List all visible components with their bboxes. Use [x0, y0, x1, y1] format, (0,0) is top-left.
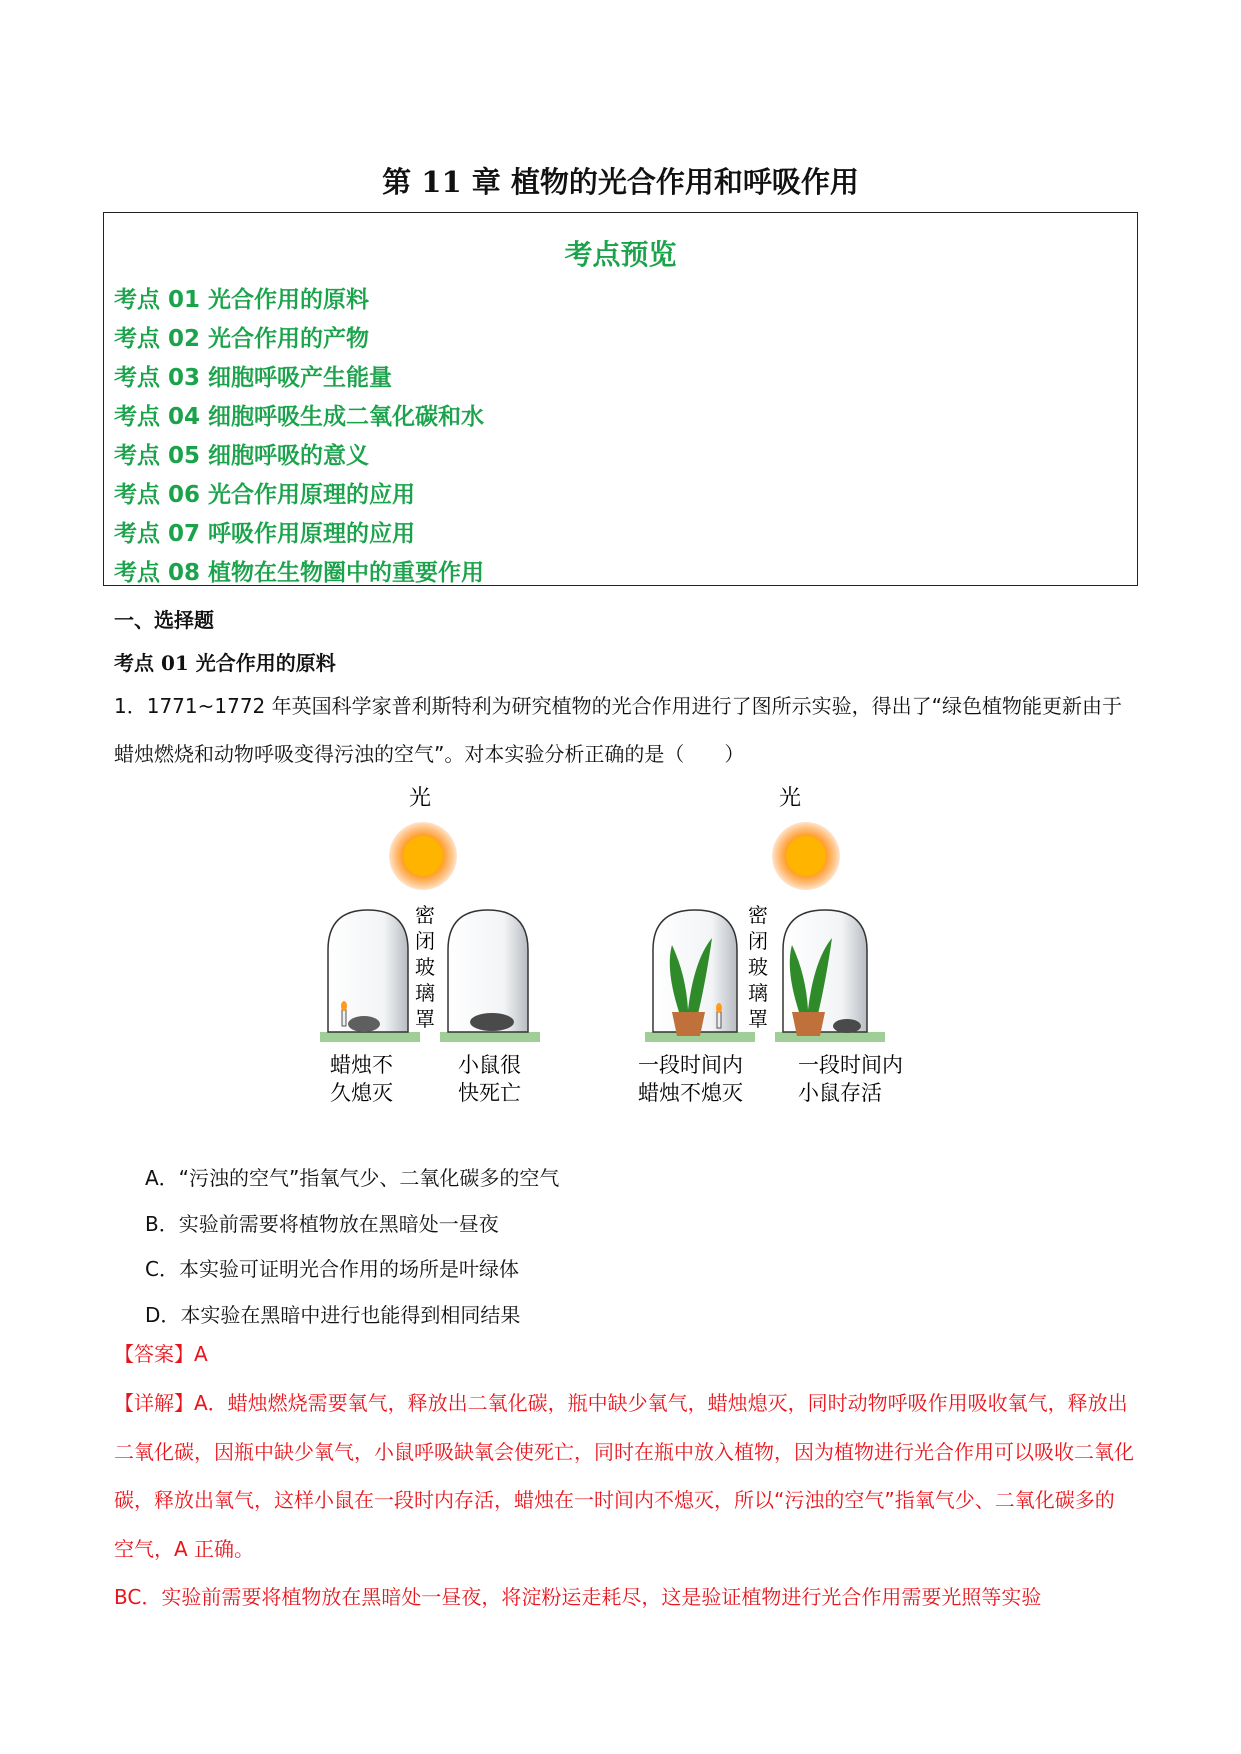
- jar-label-char: 罩: [415, 1007, 435, 1031]
- preview-item: 考点 04 细胞呼吸生成二氧化碳和水: [114, 404, 485, 430]
- jar-label-char: 闭: [415, 929, 435, 953]
- caption-candle-burns: 一段时间内: [638, 1053, 743, 1077]
- light-label-left: 光: [408, 786, 432, 811]
- section-heading: 一、选择题: [114, 608, 214, 632]
- preview-item: 考点 08 植物在生物圈中的重要作用: [114, 560, 485, 586]
- preview-item: 考点 03 细胞呼吸产生能量: [114, 365, 393, 391]
- question-text: 1．1771~1772 年英国科学家普利斯特利为研究植物的光合作用进行了图所示实验，得出了“绿色植物能更新由于蜡烛燃烧和动物呼吸变得污浊的空气”。对本实验分析正确的是（ ）: [114, 694, 1122, 766]
- explanation-continued: BC．实验前需要将植物放在黑暗处一昼夜，将淀粉运走耗尽，这是验证植物进行光合作用需要光照等实验: [114, 1585, 1042, 1609]
- caption-candle-burns: 蜡烛不熄灭: [638, 1081, 743, 1105]
- sun-icon: [389, 822, 457, 890]
- jar-label-char: 密: [748, 903, 768, 927]
- jar-label-char: 璃: [415, 981, 435, 1005]
- jar-label-char: 密: [415, 903, 435, 927]
- caption-mouse-lives: 小鼠存活: [798, 1081, 882, 1105]
- sun-icon: [772, 822, 840, 890]
- answer: 【答案】A: [114, 1342, 208, 1366]
- topic-heading: 考点 01 光合作用的原料: [114, 651, 336, 675]
- preview-box: [103, 212, 1138, 586]
- preview-item: 考点 01 光合作用的原料: [114, 287, 370, 313]
- caption-candle-out: 蜡烛不: [330, 1053, 393, 1077]
- jar-label-char: 罩: [748, 1007, 768, 1031]
- caption-candle-out: 久熄灭: [330, 1081, 393, 1105]
- preview-list: [114, 281, 484, 593]
- option-b: B．实验前需要将植物放在黑暗处一昼夜: [145, 1212, 499, 1236]
- option-a: A．“污浊的空气”指氧气少、二氧化碳多的空气: [145, 1166, 560, 1190]
- option-c: C．本实验可证明光合作用的场所是叶绿体: [145, 1257, 519, 1281]
- explanation: 【详解】A．蜡烛燃烧需要氧气，释放出二氧化碳，瓶中缺少氧气，蜡烛熄灭，同时动物呼吸作用吸收氧气，释放出二氧化碳，因瓶中缺少氧气，小鼠呼吸缺氧会使死亡，同时在瓶中放入植物，因为植物进行光合作用可以吸收二氧化碳，释放出氧气，这样小鼠在一段时内存活，蜡烛在一时间内不熄灭，所以“污浊的空气”指氧气少、二氧化碳多的空气，A 正确。: [114, 1391, 1134, 1561]
- preview-item: 考点 06 光合作用原理的应用: [114, 482, 416, 508]
- bell-jar-plant-candle: [645, 910, 755, 1042]
- jar-label-char: 玻: [415, 955, 435, 979]
- jar-label-char: 闭: [748, 929, 768, 953]
- preview-heading: 考点预览: [564, 238, 677, 271]
- caption-mouse-die: 快死亡: [458, 1081, 521, 1105]
- page-title: 第 11 章 植物的光合作用和呼吸作用: [382, 165, 859, 199]
- jar-label-char: 璃: [748, 981, 768, 1005]
- caption-mouse-die: 小鼠很: [458, 1053, 521, 1077]
- jar-label-char: 玻: [748, 955, 768, 979]
- bell-jar-mouse: [440, 910, 540, 1042]
- preview-item: 考点 07 呼吸作用原理的应用: [114, 521, 416, 547]
- caption-mouse-lives: 一段时间内: [798, 1053, 903, 1077]
- experiment-figure: [320, 780, 940, 1120]
- light-label-right: 光: [778, 786, 802, 811]
- bell-jar-plant-mouse: [775, 910, 885, 1042]
- option-d: D．本实验在黑暗中进行也能得到相同结果: [145, 1303, 521, 1327]
- preview-item: 考点 05 细胞呼吸的意义: [114, 443, 370, 469]
- preview-item: 考点 02 光合作用的产物: [114, 326, 370, 352]
- bell-jar-candle: [320, 910, 420, 1042]
